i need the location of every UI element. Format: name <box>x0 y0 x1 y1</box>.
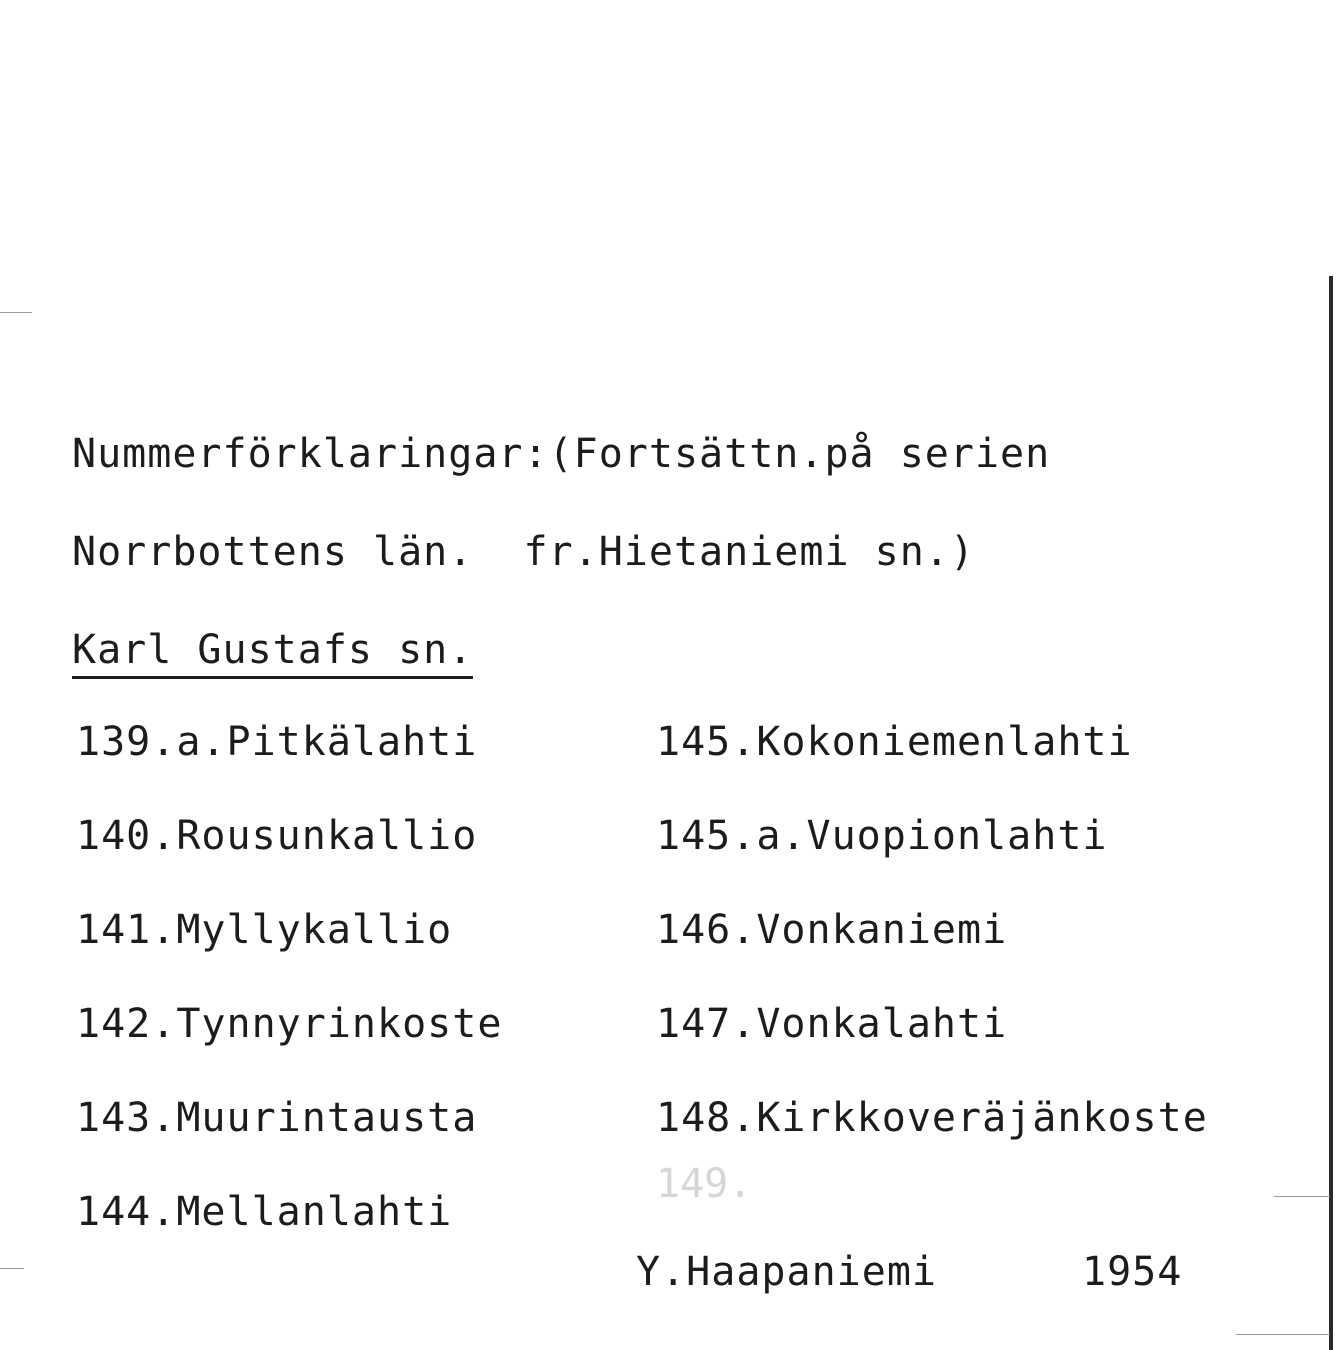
parish-heading: Karl Gustafs sn. <box>72 626 473 679</box>
heading-line-2: Norrbottens län. fr.Hietaniemi sn.) <box>72 529 975 575</box>
scan-mark <box>0 1268 24 1269</box>
list-item: 146.Vonkaniemi <box>656 907 1008 953</box>
scan-mark <box>1274 1196 1330 1197</box>
card-edge <box>1329 276 1333 1350</box>
entries-left-column <box>76 718 502 1282</box>
faint-entry: 149. <box>656 1161 753 1207</box>
list-item: 145.Kokoniemenlahti <box>656 719 1133 765</box>
list-item: 141.Myllykallio <box>76 907 453 953</box>
list-item: 147.Vonkalahti <box>656 1001 1008 1047</box>
entries-right-column <box>656 718 1208 1188</box>
list-item: 145.a.Vuopionlahti <box>656 813 1108 859</box>
list-item: 144.Mellanlahti <box>76 1189 453 1235</box>
list-item: 140.Rousunkallio <box>76 813 478 859</box>
scan-mark <box>0 312 32 313</box>
year: 1954 <box>1082 1249 1183 1295</box>
list-item: 142.Tynnyrinkoste <box>76 1001 503 1047</box>
list-item: 148.Kirkkoveräjänkoste <box>656 1095 1208 1141</box>
heading-line-1: Nummerförklaringar:(Fortsättn.på serien <box>72 431 1051 477</box>
author-signature: Y.Haapaniemi <box>636 1249 937 1295</box>
list-item: 143.Muurintausta <box>76 1095 478 1141</box>
list-item: 139.a.Pitkälahti <box>76 719 478 765</box>
scan-mark <box>1236 1334 1330 1335</box>
